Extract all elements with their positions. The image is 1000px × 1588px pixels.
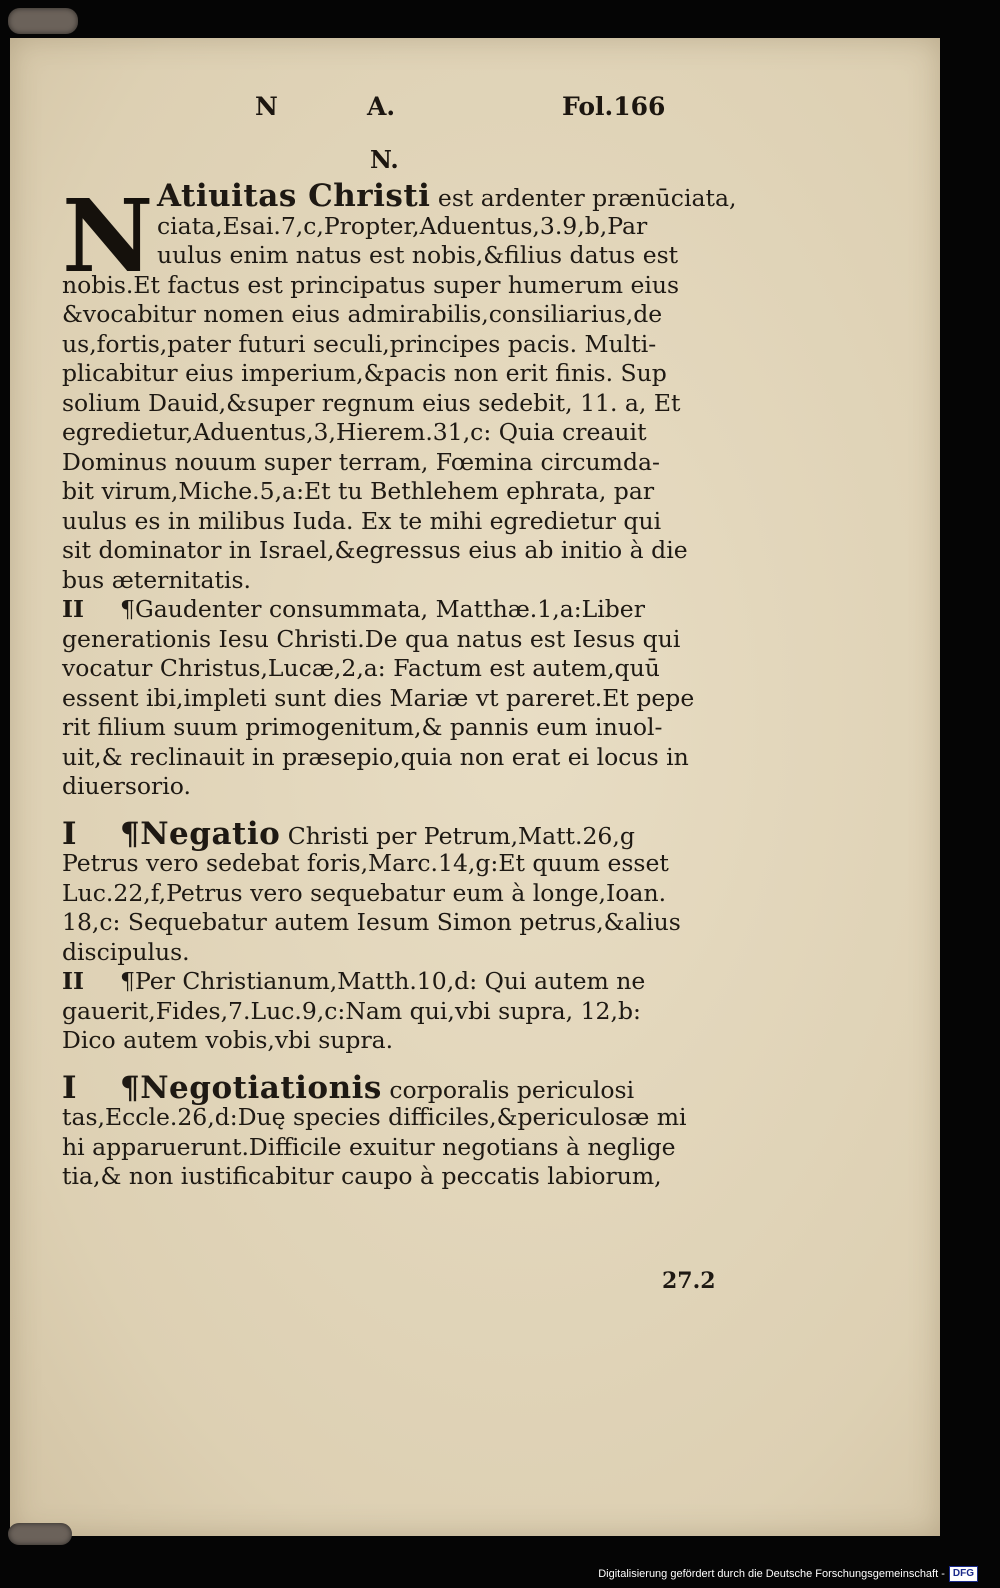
line-text: uulus enim natus est nobis,&filius datus est (157, 241, 679, 269)
text-line (62, 938, 722, 968)
text-line (62, 1026, 722, 1056)
folio-number: Fol.166 (562, 92, 666, 121)
entry-marker: I (62, 815, 77, 852)
entry-marker: II (62, 967, 84, 995)
text-line (62, 1069, 722, 1106)
text-line (62, 448, 722, 478)
line-text: uit,& reclinauit in præsepio,quia non erat ei locus in (62, 742, 689, 771)
funding-footer (598, 1565, 978, 1583)
line-text: solium Dauid,&super regnum eius sedebit, 11. a, Et (62, 388, 681, 417)
text-line (62, 1103, 722, 1133)
text-line (62, 1162, 722, 1192)
line-text: 18,c: Sequebatur autem Iesum Simon petrus,&alius (62, 908, 681, 936)
line-text: essent ibi,impleti sunt dies Mariæ vt pareret.Et pepe (62, 683, 695, 712)
line-text: tas,Eccle.26,d:Duę species difficiles,&periculosæ mi (62, 1103, 687, 1131)
text-line (62, 241, 722, 271)
binding-clip-bottom (8, 1523, 72, 1545)
text-line (62, 684, 722, 714)
line-text: ciata,Esai.7,c,Propter,Aduentus,3.9,b,Par (157, 211, 648, 240)
entry-heading: Atiuitas Christi (157, 178, 431, 214)
text-line (62, 507, 722, 537)
line-text: discipulus. (62, 937, 190, 966)
text-line (62, 849, 722, 879)
text-line (62, 595, 722, 625)
line-text: plicabitur eius imperium,&pacis non erit finis. Sup (62, 359, 667, 387)
text-line (62, 359, 722, 389)
text-line (62, 654, 722, 684)
line-text: sit dominator in Israel,&egressus eius ab initio à die (62, 536, 688, 564)
line-text: Luc.22,f,Petrus vero sequebatur eum à longe,Ioan. (62, 878, 667, 907)
text-line (62, 271, 722, 301)
text-line (62, 536, 722, 566)
text-line (62, 713, 722, 743)
text-line (62, 178, 737, 214)
text-line (62, 566, 722, 596)
text-line (62, 772, 722, 802)
binding-clip-top (8, 8, 78, 34)
line-text: rit filium suum primogenitum,& pannis eum inuol- (62, 713, 663, 741)
line-text: ¶Gaudenter consummata, Matthæ.1,a:Liber (120, 595, 645, 623)
line-text: est ardenter prænūciata, (430, 184, 737, 212)
line-text: diuersorio. (62, 772, 191, 800)
line-text: gauerit,Fides,7.Luc.9,c:Nam qui,vbi supra, 12,b: (62, 996, 641, 1025)
entry-heading: ¶Negotiationis (120, 1069, 382, 1106)
line-text: generationis Iesu Christi.De qua natus est Iesus qui (62, 624, 681, 653)
header-left-letter: N (255, 92, 278, 121)
catchword: 27.2 (662, 1268, 716, 1294)
text-line (62, 625, 722, 655)
text-line (62, 389, 722, 419)
line-text: us,fortis,pater futuri seculi,principes pacis. Multi- (62, 329, 657, 358)
header-center: A. (367, 92, 396, 121)
text-line (62, 418, 722, 448)
drop-capital: N (62, 177, 154, 295)
line-text: Christi per Petrum,Matt.26,g (280, 821, 635, 850)
text-line (62, 997, 722, 1027)
line-text: vocatur Christus,Lucæ,2,a: Factum est autem,quū (62, 654, 660, 682)
line-text: ¶Per Christianum,Matth.10,d: Qui autem ne (120, 967, 646, 995)
line-text: bus æternitatis. (62, 565, 251, 594)
line-text: egredietur,Aduentus,3,Hierem.31,c: Quia creauit (62, 418, 647, 446)
line-text: nobis.Et factus est principatus super humerum eius (62, 270, 680, 299)
line-text: bit virum,Miche.5,a:Et tu Bethlehem ephrata, par (62, 477, 655, 505)
text-line (62, 908, 722, 938)
line-text: Petrus vero sedebat foris,Marc.14,g:Et quum esset (62, 849, 669, 877)
line-text: uulus es in milibus Iuda. Ex te mihi egredietur qui (62, 506, 662, 535)
text-line (62, 300, 722, 330)
line-text: corporalis periculosi (381, 1075, 635, 1104)
text-line (62, 1133, 722, 1163)
text-line (62, 879, 722, 909)
running-header (255, 92, 666, 132)
line-text: &vocabitur nomen eius admirabilis,consiliarius,de (62, 300, 663, 328)
entry-marker: I (62, 1069, 77, 1106)
line-text: tia,& non iustificabitur caupo à peccatis labiorum, (62, 1162, 662, 1190)
text-line (62, 477, 722, 507)
dfg-logo: DFG (949, 1566, 978, 1582)
text-line (62, 212, 722, 242)
footer-text: Digitalisierung gefördert durch die Deutsche Forschungsgemeinschaft - (598, 1568, 945, 1580)
section-letter: N. (370, 145, 399, 174)
entry-heading: ¶Negatio (120, 815, 281, 852)
line-text: Dominus nouum super terram, Fœmina circumda- (62, 447, 660, 476)
line-text: hi apparuerunt.Difficile exuitur negotians à neglige (62, 1132, 676, 1161)
body-text (62, 177, 737, 1192)
line-text: Dico autem vobis,vbi supra. (62, 1026, 394, 1054)
text-line (62, 815, 722, 852)
text-line (62, 330, 722, 360)
text-line (62, 967, 722, 997)
entry-marker: II (62, 595, 84, 623)
text-line (62, 743, 722, 773)
